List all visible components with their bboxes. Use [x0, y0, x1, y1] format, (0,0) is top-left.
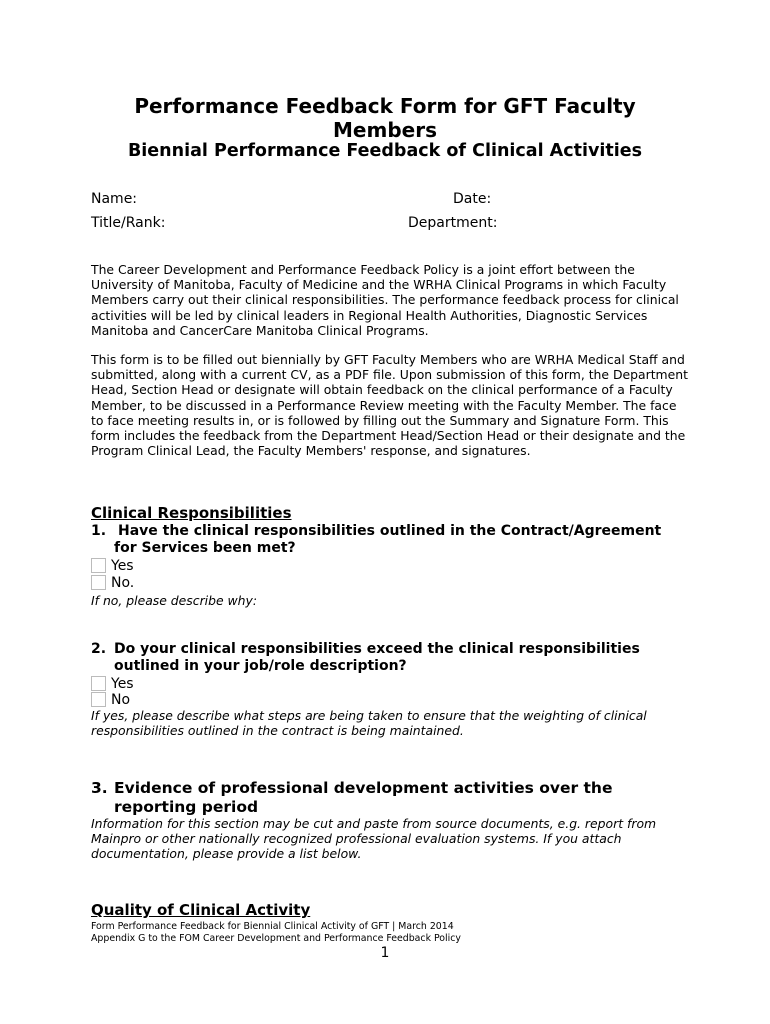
question-3-hint: Information for this section may be cut and paste from source documents, e.g. report from Mainpro or other nationally recognized professional evaluation systems. If you attach documentation, please provide a list below. [91, 816, 657, 862]
page-number: 1 [380, 945, 390, 961]
footer-line-2: Appendix G to the FOM Career Development and Performance Feedback Policy [91, 933, 461, 944]
section-heading-clinical-responsibilities: Clinical Responsibilities [91, 504, 292, 522]
q2-yes-label: Yes [111, 675, 134, 692]
q1-yes-checkbox[interactable] [91, 558, 106, 573]
question-2-number: 2. [91, 641, 107, 657]
section-heading-quality-of-clinical-activity: Quality of Clinical Activity [91, 901, 311, 919]
q2-no-label: No [111, 691, 131, 708]
q2-no-checkbox[interactable] [91, 692, 106, 707]
department-label: Department: [408, 215, 498, 231]
question-1-text: Have the clinical responsibilities outlined in the Contract/Agreement for Services been met? [114, 523, 662, 556]
q1-option-yes[interactable] [91, 557, 134, 574]
q1-no-checkbox[interactable] [91, 575, 106, 590]
page-title: Performance Feedback Form for GFT Faculty Members [134, 94, 636, 142]
q1-option-no[interactable] [91, 574, 134, 591]
q2-option-yes[interactable] [91, 675, 134, 692]
question-1-hint: If no, please describe why: [91, 593, 258, 608]
question-2-hint: If yes, please describe what steps are being taken to ensure that the weighting of clinical responsibilities outlined in the contract is being maintained. [91, 708, 647, 739]
q2-yes-checkbox[interactable] [91, 676, 106, 691]
name-label: Name: [91, 191, 138, 207]
title-rank-label: Title/Rank: [91, 215, 166, 231]
question-2-text: Do your clinical responsibilities exceed the clinical responsibilities outlined in your job/role description? [114, 641, 640, 674]
question-1-number: 1. [91, 523, 107, 539]
intro-paragraph-2: This form is to be filled out biennially by GFT Faculty Members who are WRHA Medical Staff and submitted, along with a current CV, as a PDF file. Upon submission of this form, the Department Head, Section Head or designate will obtain feedback on the clinical performance of a Faculty Member, to be discussed in a Performance Review meeting with the Faculty Member. The face to face meeting results in, or is followed by filling out the Summary and Signature Form. This form includes the feedback from the Department Head/Section Head or their designate and the Program Clinical Lead, the Faculty Members' response, and signatures. [91, 352, 688, 459]
q2-option-no[interactable] [91, 691, 130, 708]
footer-line-1: Form Performance Feedback for Biennial Clinical Activity of GFT | March 2014 [91, 921, 454, 932]
page-subtitle: Biennial Performance Feedback of Clinical Activities [127, 141, 643, 161]
q1-no-label: No. [111, 574, 135, 591]
q1-yes-label: Yes [111, 557, 134, 574]
intro-paragraph-1: The Career Development and Performance Feedback Policy is a joint effort between the University of Manitoba, Faculty of Medicine and the WRHA Clinical Programs in which Faculty Members carry out their clinical responsibilities. The performance feedback process for clinical activities will be led by clinical leaders in Regional Health Authorities, Diagnostic Services Manitoba and CancerCare Manitoba Clinical Programs. [91, 262, 679, 338]
date-label: Date: [453, 191, 492, 207]
question-3-number: 3. [91, 779, 108, 797]
question-3-text: Evidence of professional development activities over the reporting period [114, 779, 613, 816]
